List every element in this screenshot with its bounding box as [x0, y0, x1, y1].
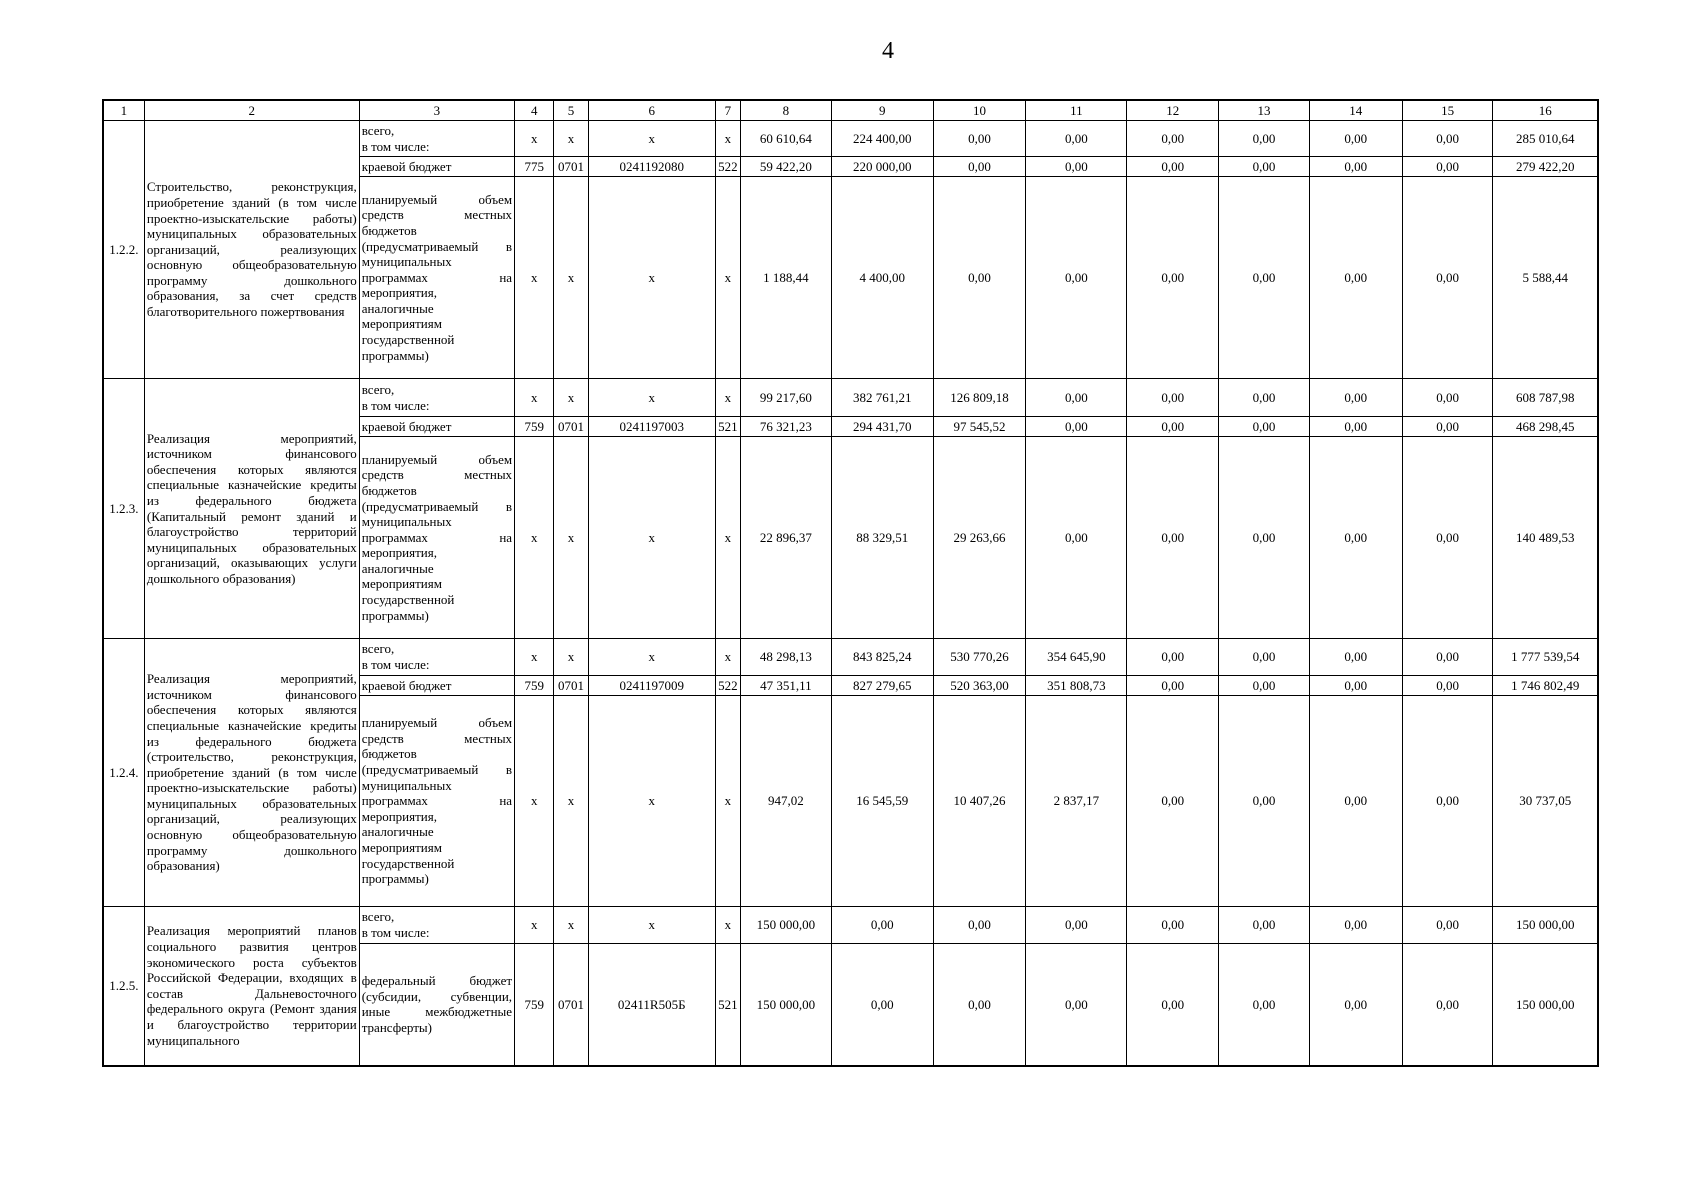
value-cell: 4 400,00 — [831, 177, 933, 379]
code-cell: 02411R505Б — [588, 944, 715, 1066]
code-cell: 521 — [715, 944, 740, 1066]
item-code: 1.2.4. — [103, 639, 144, 907]
value-cell: 468 298,45 — [1493, 417, 1598, 437]
header-cell: 8 — [741, 100, 832, 121]
value-cell: 0,00 — [1127, 157, 1219, 177]
code-cell: x — [515, 121, 554, 157]
value-cell: 0,00 — [1127, 696, 1219, 907]
value-cell: 88 329,51 — [831, 437, 933, 639]
table-row — [103, 907, 1598, 944]
value-cell: 140 489,53 — [1493, 437, 1598, 639]
value-cell: 0,00 — [1219, 157, 1310, 177]
code-cell: x — [715, 696, 740, 907]
code-cell: 0241192080 — [588, 157, 715, 177]
code-cell: x — [515, 437, 554, 639]
code-cell: x — [588, 379, 715, 417]
item-code: 1.2.2. — [103, 121, 144, 379]
header-cell: 4 — [515, 100, 554, 121]
value-cell: 0,00 — [1219, 639, 1310, 676]
value-cell: 1 746 802,49 — [1493, 676, 1598, 696]
value-cell: 0,00 — [1309, 437, 1402, 639]
value-cell: 22 896,37 — [741, 437, 832, 639]
value-cell: 0,00 — [1402, 417, 1493, 437]
header-cell: 3 — [359, 100, 514, 121]
header-cell: 1 — [103, 100, 144, 121]
value-cell: 0,00 — [1127, 177, 1219, 379]
code-cell: x — [554, 177, 588, 379]
budget-table — [102, 99, 1599, 1067]
code-cell: x — [715, 379, 740, 417]
value-cell: 97 545,52 — [933, 417, 1026, 437]
value-cell: 76 321,23 — [741, 417, 832, 437]
value-cell: 59 422,20 — [741, 157, 832, 177]
header-cell: 13 — [1219, 100, 1310, 121]
item-code: 1.2.5. — [103, 907, 144, 1066]
funding-source: планируемый объем средств местных бюджетов (предусматриваемый в муниципальных программах на мероприятия, аналогичные мероприятиям государственной программы) — [359, 696, 514, 907]
code-cell: 759 — [515, 944, 554, 1066]
code-cell: 759 — [515, 676, 554, 696]
value-cell: 220 000,00 — [831, 157, 933, 177]
funding-source: федеральный бюджет (субсидии, субвенции, иные межбюджетные трансферты) — [359, 944, 514, 1066]
value-cell: 0,00 — [1219, 676, 1310, 696]
code-cell: x — [588, 437, 715, 639]
code-cell: x — [515, 379, 554, 417]
value-cell: 843 825,24 — [831, 639, 933, 676]
value-cell: 99 217,60 — [741, 379, 832, 417]
code-cell: x — [554, 379, 588, 417]
funding-source: краевой бюджет — [359, 676, 514, 696]
value-cell: 0,00 — [1127, 944, 1219, 1066]
value-cell: 351 808,73 — [1026, 676, 1127, 696]
code-cell: x — [715, 177, 740, 379]
value-cell: 0,00 — [1026, 944, 1127, 1066]
value-cell: 0,00 — [1219, 121, 1310, 157]
value-cell: 150 000,00 — [741, 944, 832, 1066]
value-cell: 0,00 — [1219, 379, 1310, 417]
value-cell: 0,00 — [933, 177, 1026, 379]
value-cell: 0,00 — [1026, 437, 1127, 639]
value-cell: 947,02 — [741, 696, 832, 907]
code-cell: x — [588, 177, 715, 379]
value-cell: 608 787,98 — [1493, 379, 1598, 417]
value-cell: 285 010,64 — [1493, 121, 1598, 157]
code-cell: x — [554, 639, 588, 676]
value-cell: 0,00 — [1402, 907, 1493, 944]
code-cell: x — [588, 696, 715, 907]
value-cell: 0,00 — [1402, 696, 1493, 907]
value-cell: 0,00 — [1309, 696, 1402, 907]
value-cell: 0,00 — [1309, 417, 1402, 437]
value-cell: 0,00 — [1127, 417, 1219, 437]
value-cell: 224 400,00 — [831, 121, 933, 157]
value-cell: 0,00 — [1309, 177, 1402, 379]
value-cell: 10 407,26 — [933, 696, 1026, 907]
value-cell: 354 645,90 — [1026, 639, 1127, 676]
code-cell: x — [554, 907, 588, 944]
value-cell: 279 422,20 — [1493, 157, 1598, 177]
code-cell: 522 — [715, 676, 740, 696]
value-cell: 0,00 — [1309, 121, 1402, 157]
code-cell: 0701 — [554, 417, 588, 437]
header-cell: 7 — [715, 100, 740, 121]
value-cell: 0,00 — [1402, 121, 1493, 157]
funding-source: всего, в том числе: — [359, 907, 514, 944]
value-cell: 0,00 — [1127, 121, 1219, 157]
value-cell: 30 737,05 — [1493, 696, 1598, 907]
code-cell: 775 — [515, 157, 554, 177]
header-cell: 16 — [1493, 100, 1598, 121]
value-cell: 0,00 — [1026, 417, 1127, 437]
value-cell: 0,00 — [933, 121, 1026, 157]
code-cell: 521 — [715, 417, 740, 437]
code-cell: x — [515, 696, 554, 907]
code-cell: x — [715, 907, 740, 944]
header-row — [103, 100, 1598, 121]
value-cell: 0,00 — [933, 907, 1026, 944]
value-cell: 0,00 — [1026, 379, 1127, 417]
code-cell: x — [588, 121, 715, 157]
value-cell: 150 000,00 — [1493, 944, 1598, 1066]
page-number: 4 — [882, 38, 894, 64]
header-cell: 9 — [831, 100, 933, 121]
value-cell: 530 770,26 — [933, 639, 1026, 676]
funding-source: всего, в том числе: — [359, 121, 514, 157]
value-cell: 126 809,18 — [933, 379, 1026, 417]
value-cell: 0,00 — [1026, 157, 1127, 177]
item-name: Реализация мероприятий, источником финансового обеспечения которых являются специальные казначейские кредиты из федерального бюджета (Капитальный ремонт зданий и благоустройство территорий муниципальных образовательных организаций, оказывающих услуги дошкольного образования) — [144, 379, 359, 639]
code-cell: x — [515, 639, 554, 676]
value-cell: 0,00 — [1219, 417, 1310, 437]
code-cell: 759 — [515, 417, 554, 437]
value-cell: 0,00 — [1309, 639, 1402, 676]
code-cell: x — [715, 639, 740, 676]
code-cell: 0701 — [554, 676, 588, 696]
funding-source: всего, в том числе: — [359, 639, 514, 676]
value-cell: 0,00 — [1402, 639, 1493, 676]
header-cell: 10 — [933, 100, 1026, 121]
funding-source: всего, в том числе: — [359, 379, 514, 417]
value-cell: 0,00 — [1127, 379, 1219, 417]
value-cell: 47 351,11 — [741, 676, 832, 696]
item-code: 1.2.3. — [103, 379, 144, 639]
code-cell: x — [515, 177, 554, 379]
code-cell: x — [515, 907, 554, 944]
value-cell: 0,00 — [1219, 907, 1310, 944]
value-cell: 0,00 — [933, 157, 1026, 177]
value-cell: 1 777 539,54 — [1493, 639, 1598, 676]
code-cell: x — [554, 437, 588, 639]
code-cell: 0701 — [554, 157, 588, 177]
value-cell: 0,00 — [1309, 907, 1402, 944]
value-cell: 5 588,44 — [1493, 177, 1598, 379]
value-cell: 0,00 — [1309, 379, 1402, 417]
table-row — [103, 379, 1598, 417]
header-cell: 5 — [554, 100, 588, 121]
value-cell: 0,00 — [1127, 676, 1219, 696]
value-cell: 0,00 — [1402, 177, 1493, 379]
funding-source: планируемый объем средств местных бюджетов (предусматриваемый в муниципальных программах на мероприятия, аналогичные мероприятиям государственной программы) — [359, 177, 514, 379]
item-name: Строительство, реконструкция, приобретение зданий (в том числе проектно-изыскательские работы) муниципальных образовательных организаций, реализующих основную общеобразовательную программу дошкольного образования, за счет средств благотворительного пожертвования — [144, 121, 359, 379]
value-cell: 0,00 — [1402, 944, 1493, 1066]
value-cell: 2 837,17 — [1026, 696, 1127, 907]
code-cell: x — [715, 437, 740, 639]
value-cell: 150 000,00 — [1493, 907, 1598, 944]
value-cell: 0,00 — [1402, 676, 1493, 696]
value-cell: 0,00 — [1026, 121, 1127, 157]
value-cell: 0,00 — [1402, 437, 1493, 639]
item-name: Реализация мероприятий планов социального развития центров экономического роста субъектов Российской Федерации, входящих в состав Дальневосточного федерального округа (Ремонт здания и благоустройство территории муниципального — [144, 907, 359, 1066]
header-cell: 2 — [144, 100, 359, 121]
code-cell: 0701 — [554, 944, 588, 1066]
value-cell: 0,00 — [1026, 907, 1127, 944]
code-cell: 0241197003 — [588, 417, 715, 437]
header-cell: 6 — [588, 100, 715, 121]
value-cell: 0,00 — [1219, 944, 1310, 1066]
value-cell: 0,00 — [1127, 639, 1219, 676]
item-name: Реализация мероприятий, источником финансового обеспечения которых являются специальные казначейские кредиты из федерального бюджета (строительство, реконструкция, приобретение зданий (в том числе проектно-изыскательские работы) муниципальных образовательных организаций, реализующих основную общеобразовательную программу дошкольного образования) — [144, 639, 359, 907]
value-cell: 48 298,13 — [741, 639, 832, 676]
code-cell: x — [588, 639, 715, 676]
header-cell: 11 — [1026, 100, 1127, 121]
value-cell: 0,00 — [1026, 177, 1127, 379]
value-cell: 0,00 — [1309, 157, 1402, 177]
value-cell: 1 188,44 — [741, 177, 832, 379]
value-cell: 0,00 — [1309, 944, 1402, 1066]
code-cell: 0241197009 — [588, 676, 715, 696]
value-cell: 0,00 — [1127, 437, 1219, 639]
value-cell: 382 761,21 — [831, 379, 933, 417]
value-cell: 827 279,65 — [831, 676, 933, 696]
code-cell: x — [715, 121, 740, 157]
table-row — [103, 121, 1598, 157]
funding-source: краевой бюджет — [359, 417, 514, 437]
code-cell: 522 — [715, 157, 740, 177]
value-cell: 29 263,66 — [933, 437, 1026, 639]
value-cell: 16 545,59 — [831, 696, 933, 907]
value-cell: 0,00 — [1127, 907, 1219, 944]
header-cell: 12 — [1127, 100, 1219, 121]
header-cell: 14 — [1309, 100, 1402, 121]
value-cell: 0,00 — [1219, 696, 1310, 907]
value-cell: 0,00 — [831, 907, 933, 944]
code-cell: x — [554, 121, 588, 157]
value-cell: 294 431,70 — [831, 417, 933, 437]
value-cell: 520 363,00 — [933, 676, 1026, 696]
code-cell: x — [588, 907, 715, 944]
value-cell: 0,00 — [1402, 379, 1493, 417]
value-cell: 0,00 — [1402, 157, 1493, 177]
value-cell: 0,00 — [1219, 177, 1310, 379]
value-cell: 0,00 — [1219, 437, 1310, 639]
value-cell: 0,00 — [1309, 676, 1402, 696]
funding-source: планируемый объем средств местных бюджетов (предусматриваемый в муниципальных программах на мероприятия, аналогичные мероприятиям государственной программы) — [359, 437, 514, 639]
value-cell: 60 610,64 — [741, 121, 832, 157]
table-row — [103, 639, 1598, 676]
code-cell: x — [554, 696, 588, 907]
value-cell: 150 000,00 — [741, 907, 832, 944]
value-cell: 0,00 — [933, 944, 1026, 1066]
header-cell: 15 — [1402, 100, 1493, 121]
funding-source: краевой бюджет — [359, 157, 514, 177]
value-cell: 0,00 — [831, 944, 933, 1066]
